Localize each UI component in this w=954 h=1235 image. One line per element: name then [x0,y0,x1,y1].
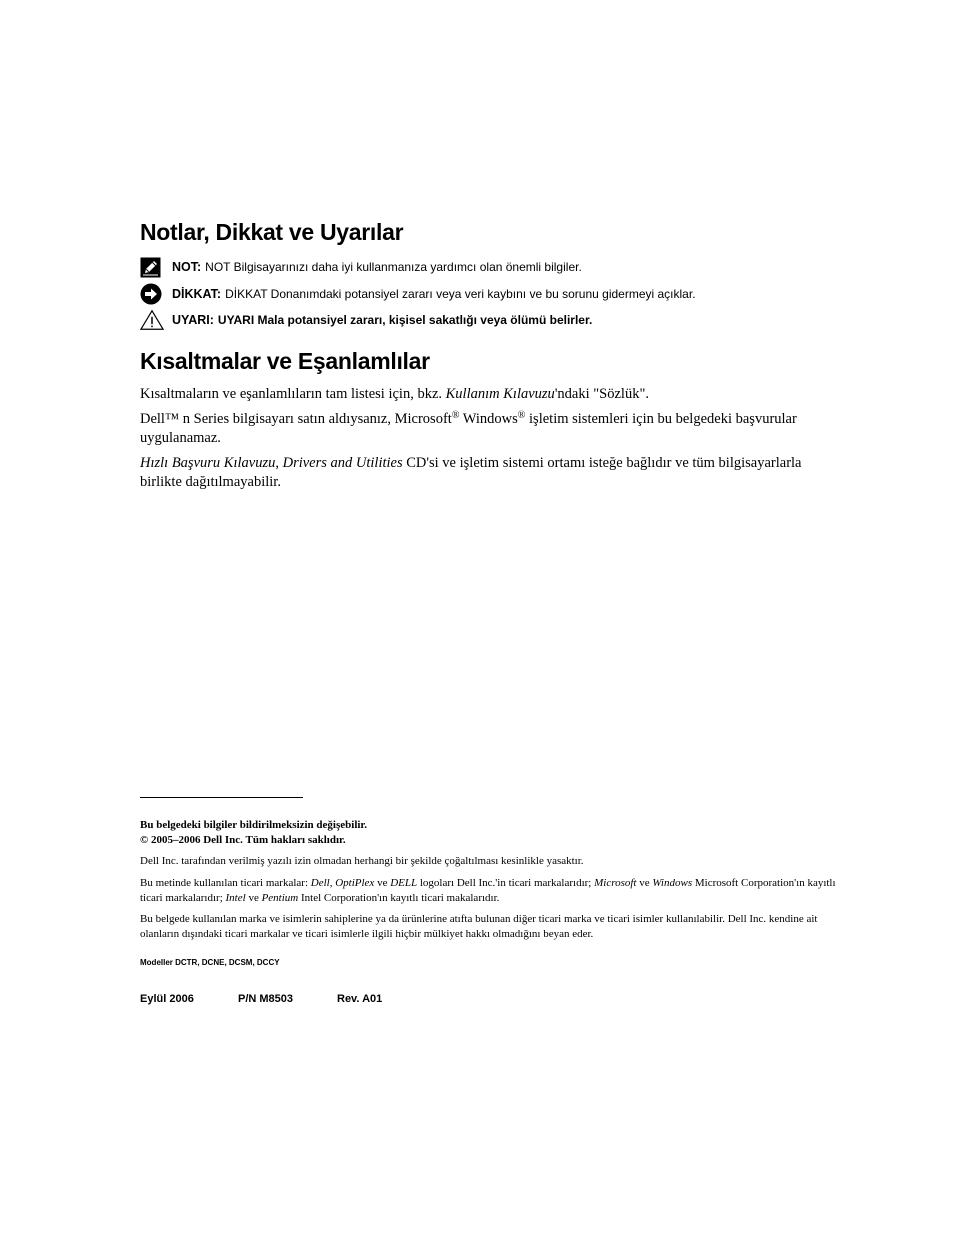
p3-cd-title: Drivers and Utilities [282,455,403,471]
tm-optiplex: OptiPlex [335,877,375,889]
warning-triangle-icon [140,309,164,331]
p3-separator: , [275,455,283,471]
tm-text: , [329,877,336,889]
trademarks-notice [140,876,845,905]
tm-dell: Dell [310,877,330,889]
publication-date: Eylül 2006 [140,993,194,1005]
p2-text-windows: Windows [459,411,518,427]
warning-notice [140,309,592,331]
p2-text: Dell™ n Series bilgisayarı satın aldıysanız, Microsoft [140,411,452,427]
registered-mark: ® [451,410,460,421]
caution-notice [140,283,696,305]
caution-keyword: DİKKAT: [172,287,222,301]
part-number: P/N M8503 [238,993,294,1005]
revision: Rev. A01 [337,993,383,1005]
tm-text: Bu metinde kullanılan ticari markalar: [140,877,311,889]
note-text: NOT Bilgisayarınızı daha iyi kullanmanıza yardımcı olan önemli bilgiler. [205,260,582,274]
warning-text: UYARI Mala potansiyel zararı, kişisel sakatlığı veya ölümü belirler. [217,313,593,327]
p3-guide-title: Hızlı Başvuru Kılavuzu [140,455,276,471]
registered-mark: ® [517,410,526,421]
optional-media-paragraph [140,454,840,491]
change-notice: Bu belgedeki bilgiler bildirilmeksizin değişebilir. [140,819,368,831]
tm-text: Intel Corporation'ın kayıtlı ticari makalarıdır. [298,891,500,904]
footnote-divider [140,797,303,798]
abbreviations-paragraph [140,385,840,404]
note-notice [140,256,582,278]
tm-dell-logo: DELL [390,877,418,889]
tm-microsoft: Microsoft [594,877,637,889]
p1-text-end: 'ndaki "Sözlük". [554,386,650,402]
pencil-note-icon [140,256,164,278]
tm-text: ve [636,877,653,889]
arrow-circle-icon [140,283,164,305]
p1-guide-title: Kullanım Kılavuzu [445,386,555,402]
copyright-line: © 2005–2006 Dell Inc. Tüm hakları saklıdır. [140,833,346,846]
p2-text-end: işletim sistemleri için bu belgedeki başvurular uygulanamaz. [140,411,797,446]
models-line: Modeller DCTR, DCNE, DCSM, DCCY [140,958,280,967]
p3-text: CD'si ve işletim sistemi ortamı isteğe bağlıdır ve tüm bilgisayarlarla birlikte dağıtılmayabilir. [140,455,802,490]
note-keyword: NOT: [172,260,202,274]
tm-pentium: Pentium [261,891,299,904]
section-heading-abbreviations: Kısaltmalar ve Eşanlamlılar [140,348,430,374]
tm-text: ve [245,891,262,904]
warning-keyword: UYARI: [172,313,214,327]
tm-intel: Intel [225,891,246,904]
tm-text: logoları Dell Inc.'in ticari markalarıdır; [417,877,595,889]
windows-paragraph [140,410,840,447]
caution-text: DİKKAT Donanımdaki potansiyel zararı veya veri kaybını ve bu sorunu gidermeyi açıklar. [225,287,696,301]
copyright-block [140,818,845,847]
tm-windows: Windows [652,877,693,889]
tm-text: ve [374,877,391,889]
tm-text: Microsoft Corporation'ın kayıtlı ticari markalarıdır; [140,877,836,904]
section-heading-notes: Notlar, Dikkat ve Uyarılar [140,219,404,245]
p1-text: Kısaltmaların ve eşanlamlıların tam listesi için, bkz. [140,386,446,402]
other-marks-notice: Bu belgede kullanılan marka ve isimlerin sahiplerine ya da ürünlerine atıfta bulunan diğer ticari marka ve ticari isimler kullanılabilir. Dell Inc. kendine ait olanların dışındaki ticari markalar ve ticari isimlerle ilgili hiçbir mülkiyet hakkı olmadığını beyan eder. [140,913,818,940]
reproduction-notice: Dell Inc. tarafından verilmiş yazılı izin olmadan herhangi bir şekilde çoğaltılması kesinlikle yasaktır. [140,855,584,867]
